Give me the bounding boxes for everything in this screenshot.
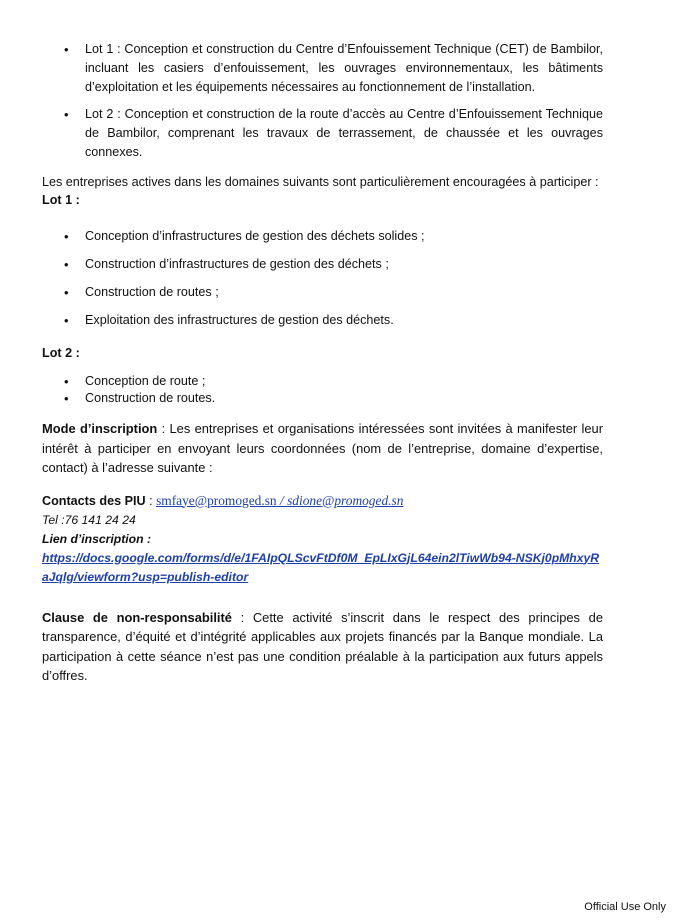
lot1-heading: Lot 1 : [42,193,80,207]
registration-mode-label: Mode d’inscription [42,421,158,436]
lots-list [42,40,603,162]
document-page [42,40,603,686]
lot1-list [42,227,603,330]
list-item: • Construction de routes ; [42,283,603,302]
list-item: • Conception d’infrastructures de gestion des déchets solides ; [42,227,603,246]
lot2-list [42,373,603,407]
email-link-smfaye[interactable]: smfaye@promoged.sn [156,492,277,508]
list-item: • Construction de routes. [42,390,603,407]
disclaimer-text: : Cette activité s’inscrit dans le respect des principes de transparence, d’équité et d’intégrité applicables aux projets financés par la Banque mondiale. La participation à cette séance n’est pas une condition préalable à la participation aux futurs appels d’offres. [42,609,603,683]
list-item: • Construction d’infrastructures de gestion des déchets ; [42,255,603,274]
list-item: • Lot 1 : Conception et construction du Centre d’Enfouissement Technique (CET) de Bambilor, incluant les casiers d’enfouissement, les ouvrages environnementaux, les bâtiments d’exploitation et les équipements nécessaires au fonctionnement de l’installation. [42,40,603,97]
telephone-line: Tel :76 141 24 24 [42,512,136,527]
list-item: • Lot 2 : Conception et construction de la route d’accès au Centre d’Enfouissement Technique de Bambilor, comprenant les travaux de terrassement, de chaussée et les ouvrages connexes. [42,105,603,162]
registration-link-label: Lien d’inscription : [42,531,152,546]
contacts-line [42,491,603,511]
registration-mode-text: : Les entreprises et organisations intéressées sont invitées à manifester leur intérêt à participer en envoyant leurs coordonnées (nom de l’entreprise, domaine d’expertise, contact) à l’adresse suivante : [42,421,603,475]
list-item: • Exploitation des infrastructures de gestion des déchets. [42,311,603,330]
list-item: • Conception de route ; [42,373,603,390]
disclaimer-paragraph [42,608,603,686]
email-link-sdione[interactable]: sdione@promoged.sn [287,492,404,508]
registration-link[interactable]: https://docs.google.com/forms/d/e/1FAIpQLScvFtDf0M_EpLIxGjL64ein2lTiwWb94-NSKj0pMhxyRaJqlg/viewform?usp=publish-editor [42,550,600,584]
lot2-heading: Lot 2 : [42,346,80,360]
footer-classification: Official Use Only [584,901,666,913]
registration-mode-paragraph [42,419,603,478]
disclaimer-label: Clause de non-responsabilité [42,609,232,625]
contacts-label: Contacts des PIU [42,493,146,508]
contacts-block [42,491,603,587]
email-slash: / [276,492,288,508]
contacts-separator: : [145,493,157,508]
encourage-paragraph: Les entreprises actives dans les domaines suivants sont particulièrement encouragées à participer : [42,175,599,189]
